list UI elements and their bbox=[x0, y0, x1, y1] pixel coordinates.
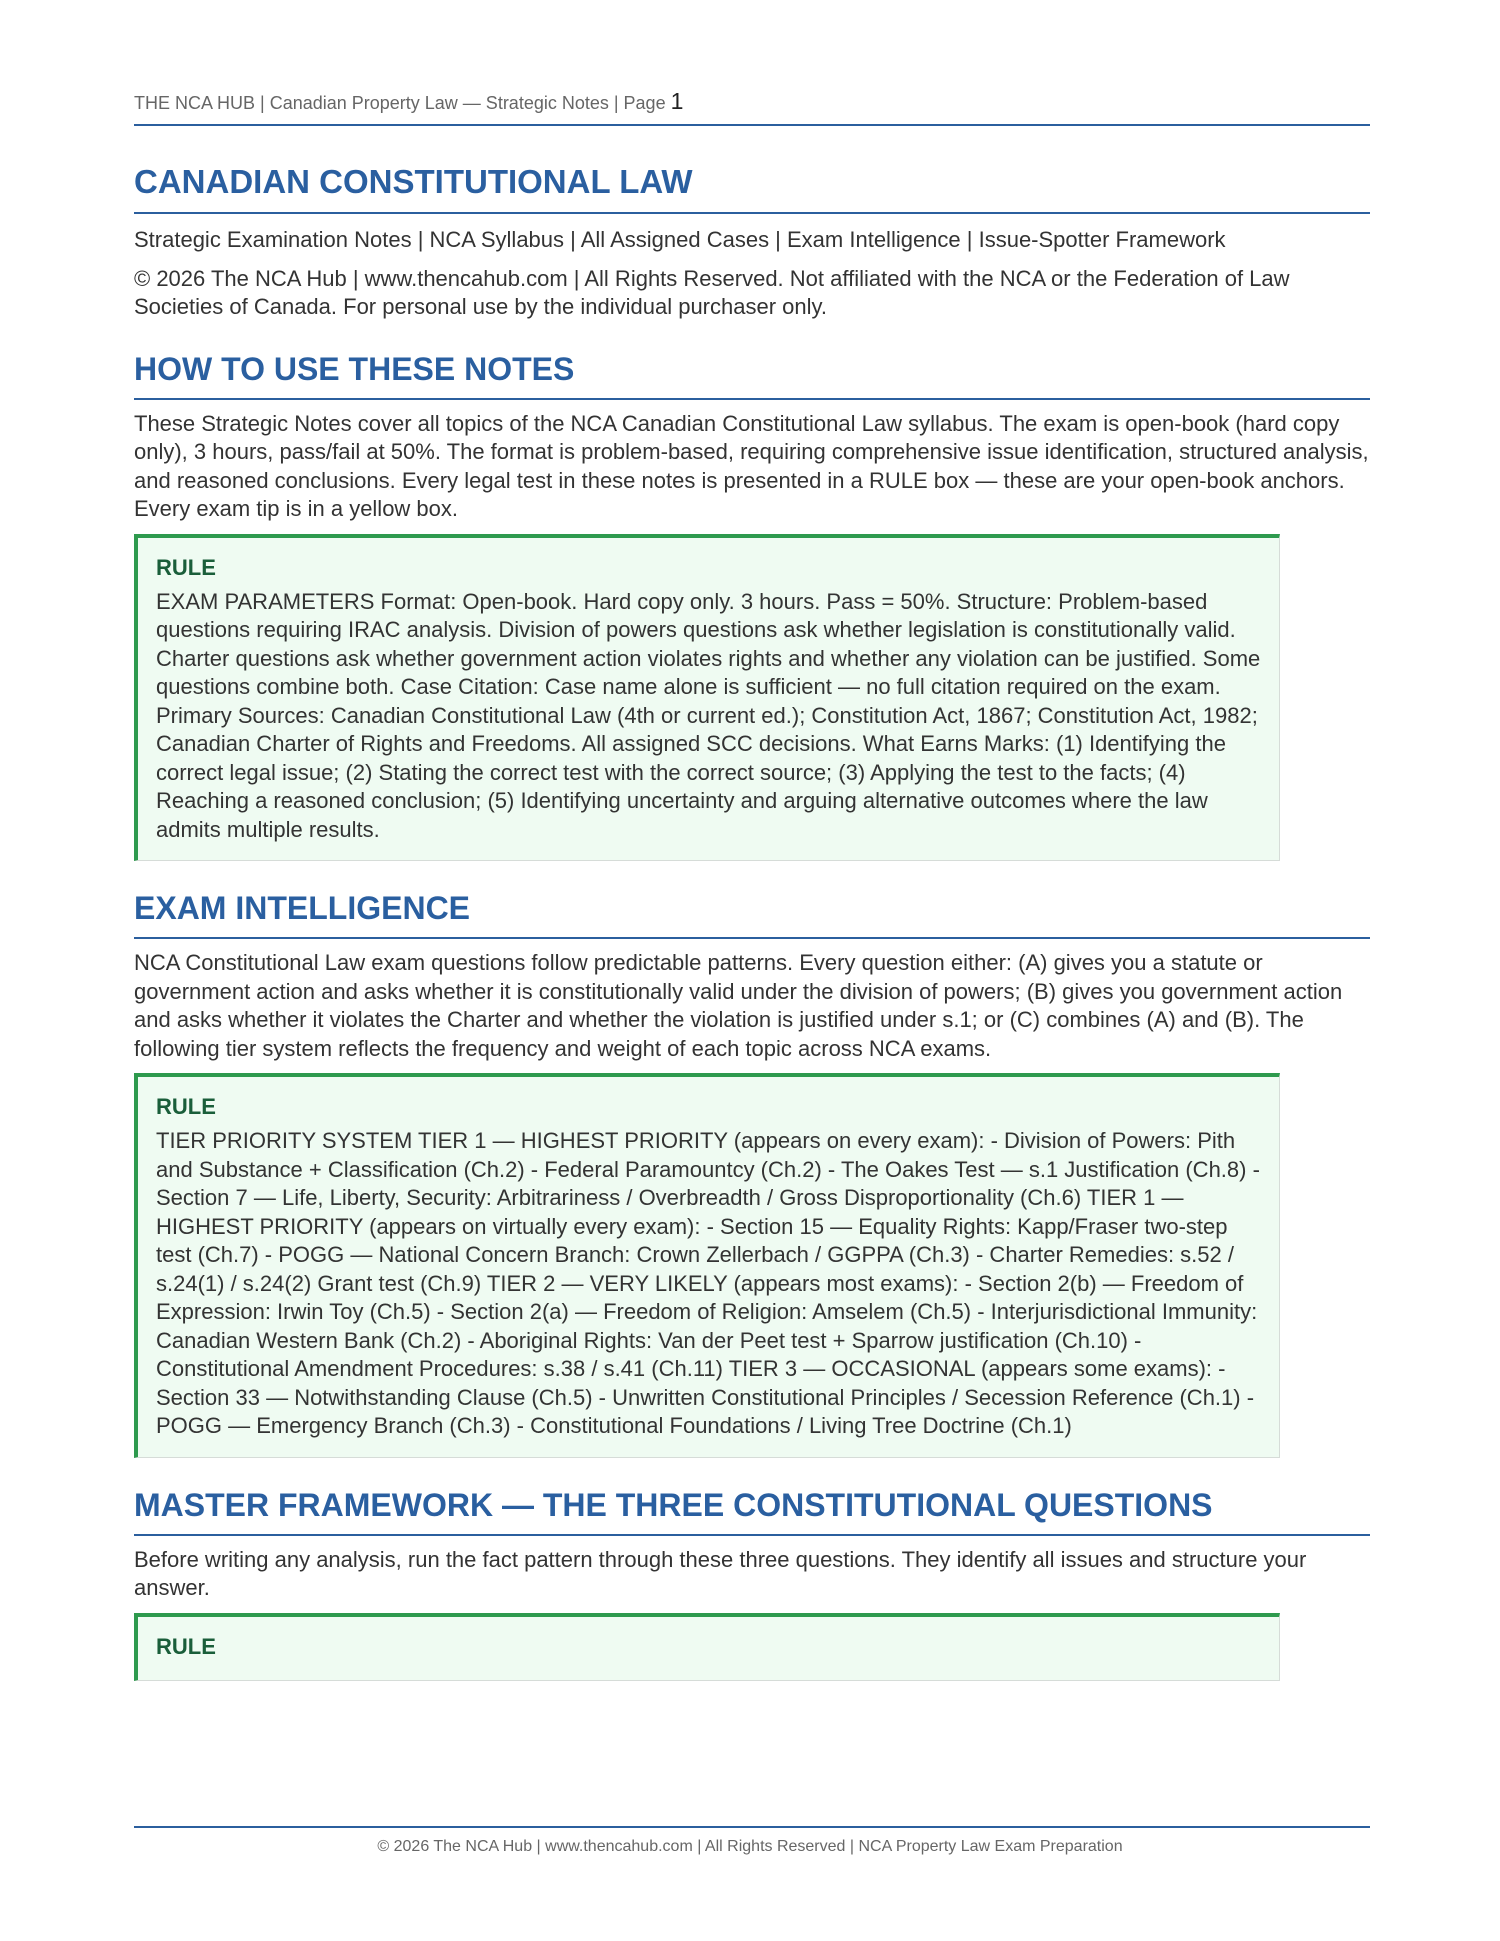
section-body: Before writing any analysis, run the fact pattern through these three questions. They identify all issues and structure your answer. bbox=[134, 1546, 1307, 1600]
header-text: THE NCA HUB | Canadian Property Law — Strategic Notes | Page bbox=[134, 93, 666, 113]
section-body: These Strategic Notes cover all topics of the NCA Canadian Constitutional Law syllabus. The exam is open-book (hard copy only), 3 hours, pass/fail at 50%. The format is problem-based, requiring comprehensive issue identification, structured analysis, and reasoned conclusions. Every legal test in these notes is presented in a RULE box — these are your open-book anchors. Every exam tip is in a yellow box. bbox=[134, 410, 1369, 521]
rule-box bbox=[134, 534, 1280, 862]
rule-box bbox=[134, 1613, 1280, 1681]
running-header bbox=[134, 88, 683, 115]
content bbox=[134, 160, 1370, 1681]
copyright-notice: © 2026 The NCA Hub | www.thencahub.com | All Rights Reserved. Not affiliated with the NCA or the Federation of Law Societies of Canada. For personal use by the individual purchaser only. bbox=[134, 265, 1290, 319]
section-body: NCA Constitutional Law exam questions follow predictable patterns. Every question either: (A) gives you a statute or government action and asks whether it is constitutionally valid under the division of powers; (B) gives you government action and asks whether it violates the Charter and whether the violation is justified under s.1; or (C) combines (A) and (B). The following tier system reflects the frequency and weight of each topic across NCA exams. bbox=[134, 950, 1343, 1061]
rule-label: RULE bbox=[156, 554, 216, 580]
rule-box bbox=[134, 1073, 1280, 1458]
page-number: 1 bbox=[670, 88, 684, 114]
rule-label: RULE bbox=[156, 1633, 216, 1659]
header-divider bbox=[134, 124, 1370, 126]
document-title: CANADIAN CONSTITUTIONAL LAW bbox=[134, 160, 1370, 214]
subtitle: Strategic Examination Notes | NCA Syllabus | All Assigned Cases | Exam Intelligence | Issue-Spotter Framework bbox=[134, 227, 1226, 252]
section-heading-how-to-use: HOW TO USE THESE NOTES bbox=[134, 348, 1370, 400]
rule-text: EXAM PARAMETERS Format: Open-book. Hard copy only. 3 hours. Pass = 50%. Structure: Problem-based questions requiring IRAC analysis. Division of powers questions ask whether legislation is constitutionally valid. Charter questions ask whether government action violates rights and whether any violation can be justified. Some questions combine both. Case Citation: Case name alone is sufficient — no full citation required on the exam. Primary Sources: Canadian Constitutional Law (4th or current ed.); Constitution Act, 1867; Constitution Act, 1982; Canadian Charter of Rights and Freedoms. All assigned SCC decisions. What Earns Marks: (1) Identifying the correct legal issue; (2) Stating the correct test with the correct source; (3) Applying the test to the facts; (4) Reaching a reasoned conclusion; (5) Identifying uncertainty and arguing alternative outcomes where the law admits multiple results. bbox=[156, 588, 1261, 842]
section-heading-master-framework: MASTER FRAMEWORK — THE THREE CONSTITUTIONAL QUESTIONS bbox=[134, 1484, 1370, 1536]
section-heading-exam-intelligence: EXAM INTELLIGENCE bbox=[134, 887, 1370, 939]
running-footer: © 2026 The NCA Hub | www.thencahub.com | All Rights Reserved | NCA Property Law Exam Preparation bbox=[377, 1838, 1123, 1855]
footer-divider bbox=[134, 1826, 1370, 1828]
rule-label: RULE bbox=[156, 1094, 216, 1119]
rule-text: TIER PRIORITY SYSTEM TIER 1 — HIGHEST PRIORITY (appears on every exam): - Division of Powers: Pith and Substance + Classification (Ch.2) - Federal Paramountcy (Ch.2) - The Oakes Test — s.1 Justification (Ch.8) - Section 7 — Life, Liberty, Security: Arbitrariness / Overbreadth / Gross Disproportionality (Ch.6) TIER 1 — HIGHEST PRIORITY (appears on virtually every exam): - Section 15 — Equality Rights: Kapp/Fraser two-step test (Ch.7) - POGG — National Concern Branch: Crown Zellerbach / GGPPA (Ch.3) - Charter Remedies: s.52 / s.24(1) / s.24(2) Grant test (Ch.9) TIER 2 — VERY LIKELY (appears most exams): - Section 2(b) — Freedom of Expression: Irwin Toy (Ch.5) - Section 2(a) — Freedom of Religion: Amselem (Ch.5) - Interjurisdictional Immunity: Canadian Western Bank (Ch.2) - Aboriginal Rights: Van der Peet test + Sparrow justification (Ch.10) - Constitutional Amendment Procedures: s.38 / s.41 (Ch.11) TIER 3 — OCCASIONAL (appears some exams): - Section 33 — Notwithstanding Clause (Ch.5) - Unwritten Constitutional Principles / Secession Reference (Ch.1) - POGG — Emergency Branch (Ch.3) - Constitutional Foundations / Living Tree Doctrine (Ch.1) bbox=[156, 1128, 1260, 1438]
